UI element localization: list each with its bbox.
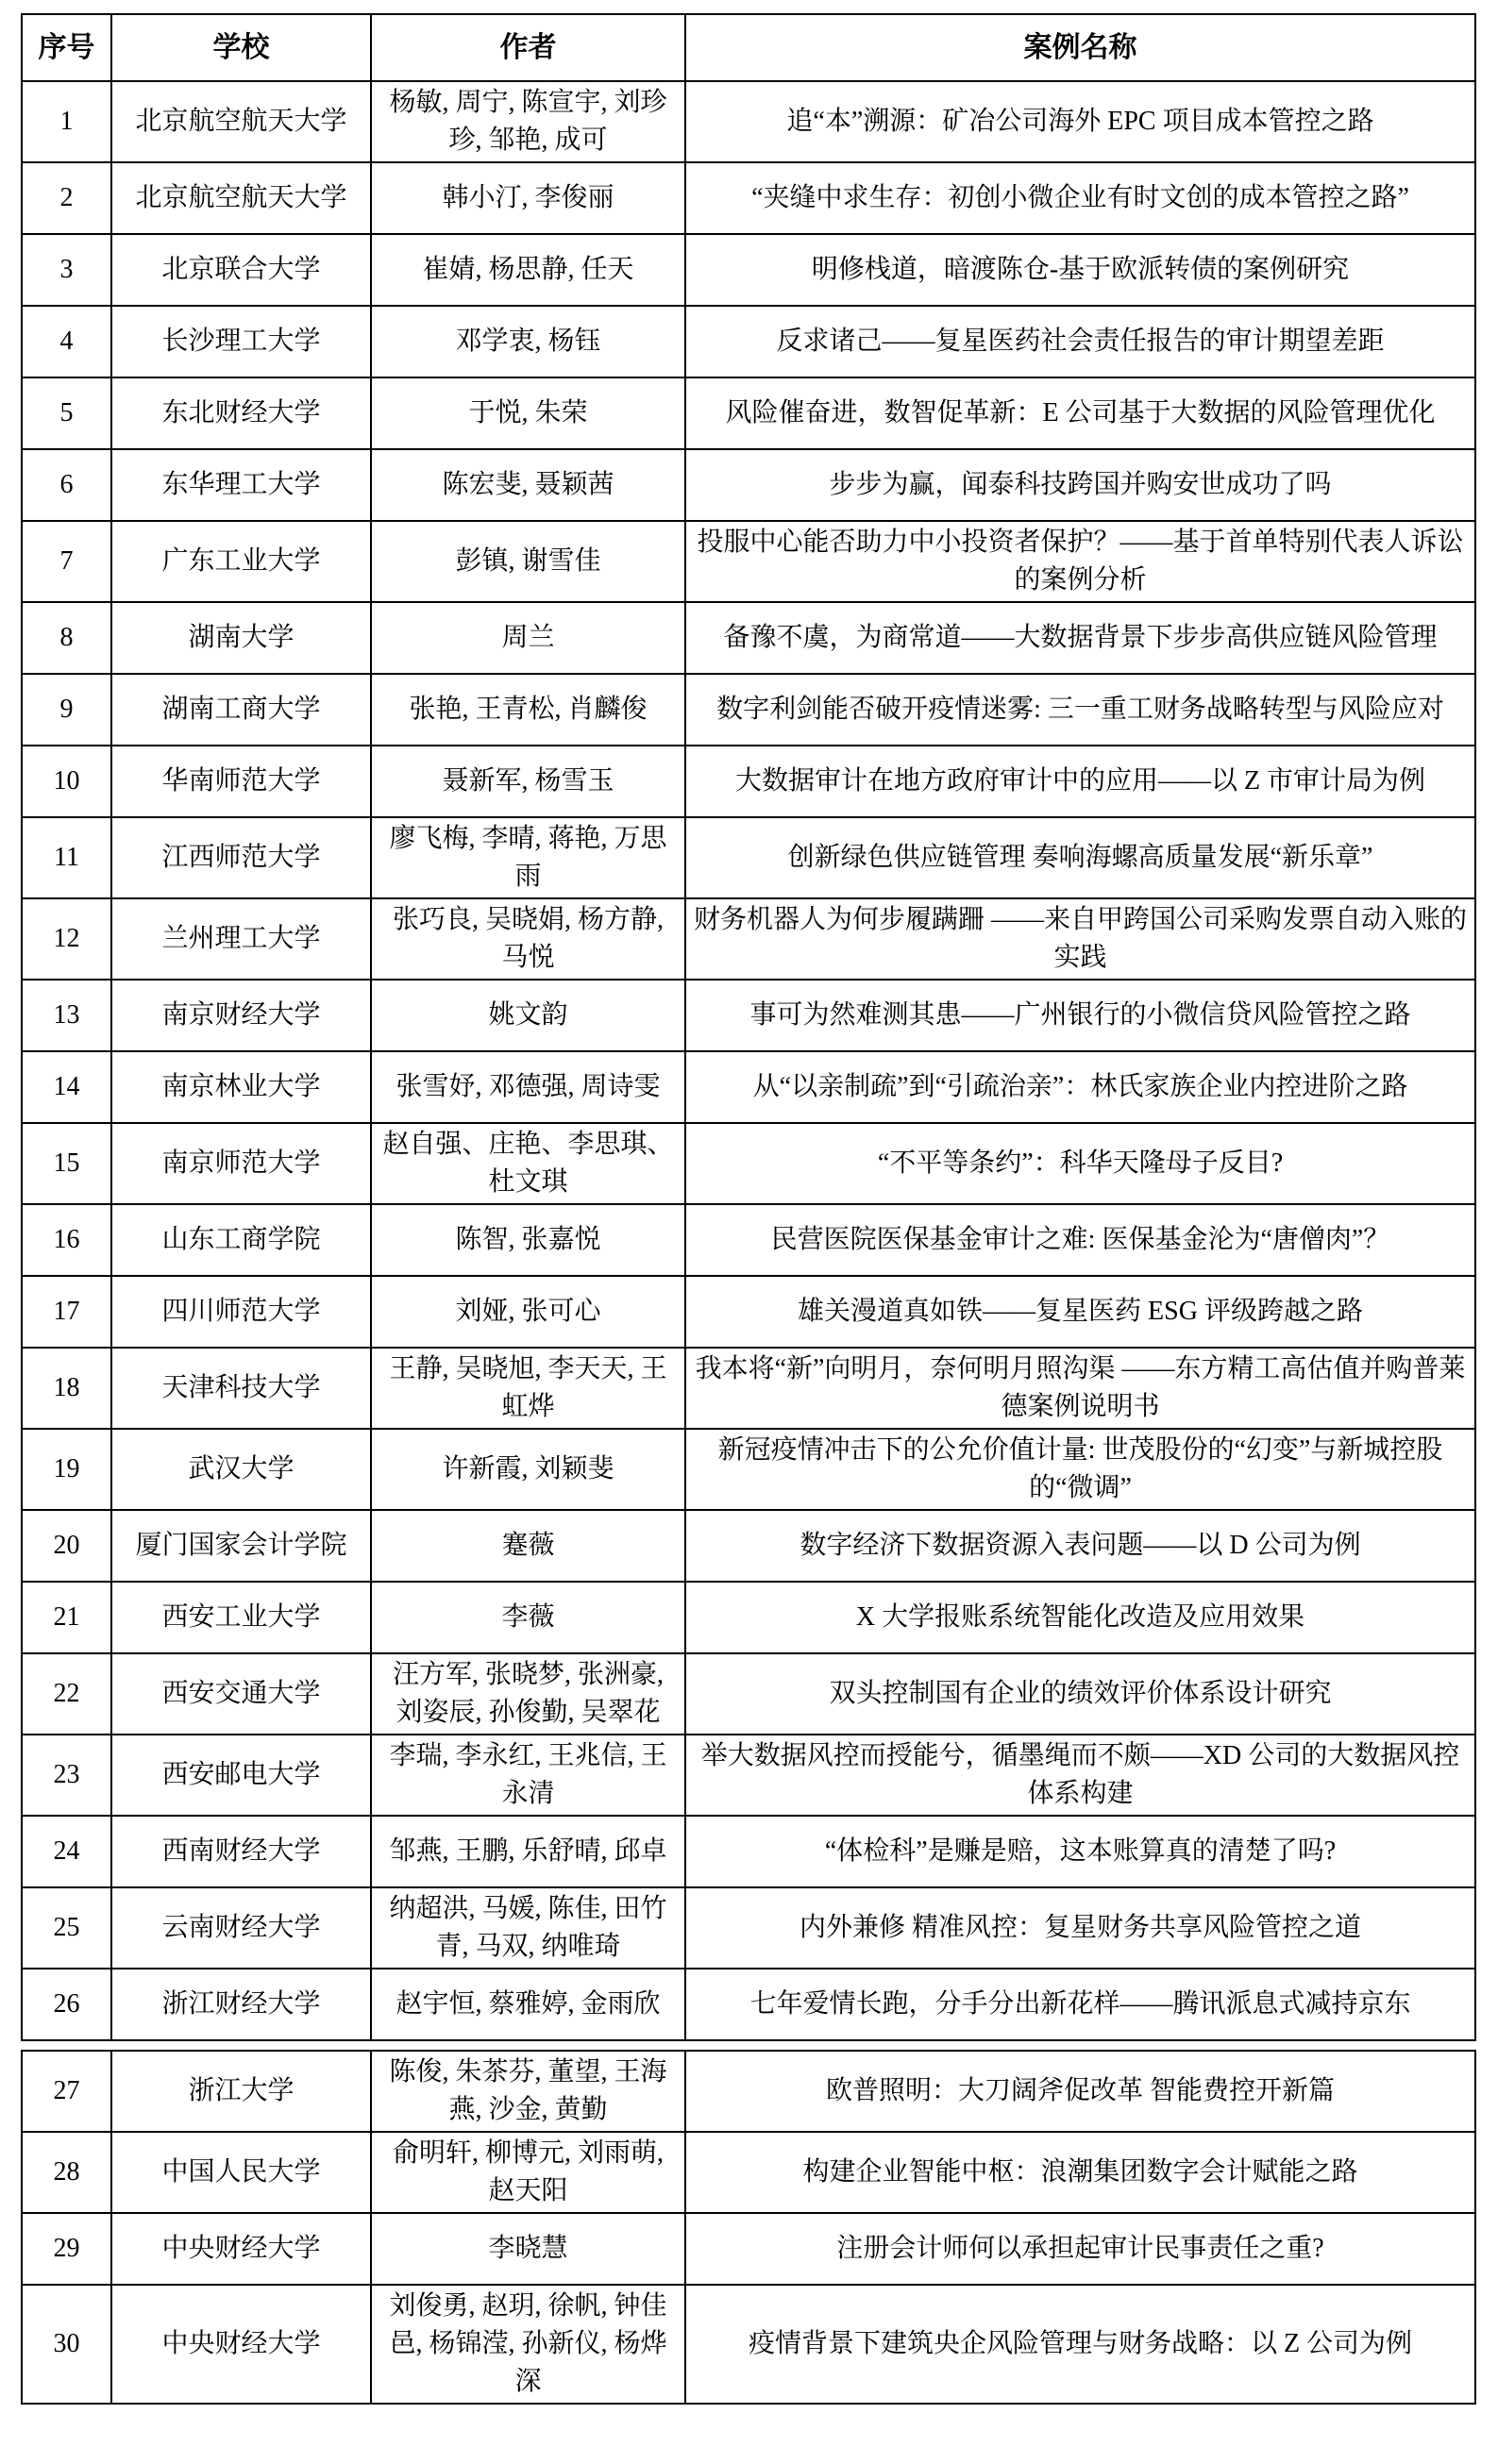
cell-school: 华南师范大学 xyxy=(111,746,371,817)
cell-authors: 张雪妤, 邓德强, 周诗雯 xyxy=(371,1051,685,1123)
cell-no: 26 xyxy=(22,1969,111,2040)
table-row xyxy=(22,2213,1475,2285)
cell-authors: 刘娅, 张可心 xyxy=(371,1276,685,1348)
cell-case-title: 创新绿色供应链管理 奏响海螺高质量发展“新乐章” xyxy=(685,817,1475,898)
cell-no: 24 xyxy=(22,1816,111,1887)
cell-school: 西安交通大学 xyxy=(111,1653,371,1735)
cell-case-title: “夹缝中求生存：初创小微企业有时文创的成本管控之路” xyxy=(685,162,1475,234)
cell-case-title: 内外兼修 精准风控：复星财务共享风险管控之道 xyxy=(685,1887,1475,1969)
cell-case-title: 注册会计师何以承担起审计民事责任之重? xyxy=(685,2213,1475,2285)
table-row xyxy=(22,377,1475,449)
table-row xyxy=(22,2132,1475,2213)
cell-school: 厦门国家会计学院 xyxy=(111,1510,371,1582)
cell-school: 北京航空航天大学 xyxy=(111,81,371,162)
cell-case-title: 民营医院医保基金审计之难: 医保基金沦为“唐僧肉”？ xyxy=(685,1204,1475,1276)
table-row xyxy=(22,674,1475,746)
cell-authors: 许新霞, 刘颖斐 xyxy=(371,1429,685,1510)
cell-authors: 李薇 xyxy=(371,1582,685,1653)
cell-case-title: 备豫不虞，为商常道——大数据背景下步步高供应链风险管理 xyxy=(685,602,1475,674)
cell-no: 21 xyxy=(22,1582,111,1653)
cell-authors: 陈宏斐, 聂颖茜 xyxy=(371,449,685,521)
cell-no: 2 xyxy=(22,162,111,234)
table-row xyxy=(22,306,1475,377)
cell-authors: 王静, 吴晓旭, 李天天, 王虹烨 xyxy=(371,1348,685,1429)
table-row xyxy=(22,1816,1475,1887)
table-row xyxy=(22,234,1475,306)
cell-no: 12 xyxy=(22,898,111,980)
cell-case-title: 明修栈道，暗渡陈仓-基于欧派转债的案例研究 xyxy=(685,234,1475,306)
cell-school: 南京财经大学 xyxy=(111,980,371,1051)
cell-case-title: 双头控制国有企业的绩效评价体系设计研究 xyxy=(685,1653,1475,1735)
cell-case-title: 事可为然难测其患——广州银行的小微信贷风险管控之路 xyxy=(685,980,1475,1051)
cell-case-title: “体检科”是赚是赔，这本账算真的清楚了吗? xyxy=(685,1816,1475,1887)
cell-case-title: 步步为赢，闻泰科技跨国并购安世成功了吗 xyxy=(685,449,1475,521)
cell-case-title: 投服中心能否助力中小投资者保护？——基于首单特别代表人诉讼的案例分析 xyxy=(685,521,1475,602)
cell-authors: 张艳, 王青松, 肖麟俊 xyxy=(371,674,685,746)
cell-authors: 陈俊, 朱茶芬, 董望, 王海燕, 沙金, 黄勤 xyxy=(371,2051,685,2132)
cell-authors: 纳超洪, 马媛, 陈佳, 田竹青, 马双, 纳唯琦 xyxy=(371,1887,685,1969)
cell-school: 西安工业大学 xyxy=(111,1582,371,1653)
cell-school: 云南财经大学 xyxy=(111,1887,371,1969)
column-header-authors: 作者 xyxy=(371,14,685,81)
cell-case-title: 疫情背景下建筑央企风险管理与财务战略：以 Z 公司为例 xyxy=(685,2285,1475,2404)
cell-school: 武汉大学 xyxy=(111,1429,371,1510)
case-list-table-part2 xyxy=(21,2050,1476,2405)
table-row xyxy=(22,2285,1475,2404)
cell-case-title: 大数据审计在地方政府审计中的应用——以 Z 市审计局为例 xyxy=(685,746,1475,817)
cell-case-title: 数字经济下数据资源入表问题——以 D 公司为例 xyxy=(685,1510,1475,1582)
cell-no: 22 xyxy=(22,1653,111,1735)
cell-no: 27 xyxy=(22,2051,111,2132)
cell-authors: 廖飞梅, 李晴, 蒋艳, 万思雨 xyxy=(371,817,685,898)
cell-authors: 邹燕, 王鹏, 乐舒晴, 邱卓 xyxy=(371,1816,685,1887)
cell-no: 29 xyxy=(22,2213,111,2285)
table-row xyxy=(22,521,1475,602)
column-header-title: 案例名称 xyxy=(685,14,1475,81)
cell-school: 中央财经大学 xyxy=(111,2213,371,2285)
cell-no: 3 xyxy=(22,234,111,306)
cell-school: 北京航空航天大学 xyxy=(111,162,371,234)
cell-school: 东北财经大学 xyxy=(111,377,371,449)
table-row xyxy=(22,1735,1475,1816)
table-row xyxy=(22,1510,1475,1582)
cell-no: 8 xyxy=(22,602,111,674)
cell-authors: 邓学衷, 杨钰 xyxy=(371,306,685,377)
cell-school: 东华理工大学 xyxy=(111,449,371,521)
table-row xyxy=(22,1653,1475,1735)
table-row xyxy=(22,449,1475,521)
cell-school: 湖南大学 xyxy=(111,602,371,674)
cell-no: 23 xyxy=(22,1735,111,1816)
cell-no: 19 xyxy=(22,1429,111,1510)
cell-authors: 刘俊勇, 赵玥, 徐帆, 钟佳邑, 杨锦滢, 孙新仪, 杨烨深 xyxy=(371,2285,685,2404)
cell-case-title: 七年爱情长跑，分手分出新花样——腾讯派息式减持京东 xyxy=(685,1969,1475,2040)
cell-school: 江西师范大学 xyxy=(111,817,371,898)
cell-authors: 张巧良, 吴晓娟, 杨方静, 马悦 xyxy=(371,898,685,980)
cell-case-title: 数字利剑能否破开疫情迷雾: 三一重工财务战略转型与风险应对 xyxy=(685,674,1475,746)
cell-no: 7 xyxy=(22,521,111,602)
table-row xyxy=(22,1887,1475,1969)
cell-school: 四川师范大学 xyxy=(111,1276,371,1348)
cell-authors: 彭镇, 谢雪佳 xyxy=(371,521,685,602)
cell-case-title: 从“以亲制疏”到“引疏治亲”：林氏家族企业内控进阶之路 xyxy=(685,1051,1475,1123)
cell-authors: 周兰 xyxy=(371,602,685,674)
cell-no: 16 xyxy=(22,1204,111,1276)
cell-case-title: 雄关漫道真如铁——复星医药 ESG 评级跨越之路 xyxy=(685,1276,1475,1348)
cell-school: 浙江财经大学 xyxy=(111,1969,371,2040)
table-row xyxy=(22,1051,1475,1123)
cell-authors: 俞明轩, 柳博元, 刘雨萌, 赵天阳 xyxy=(371,2132,685,2213)
cell-school: 西南财经大学 xyxy=(111,1816,371,1887)
cell-case-title: 反求诸己——复星医药社会责任报告的审计期望差距 xyxy=(685,306,1475,377)
cell-case-title: 新冠疫情冲击下的公允价值计量: 世茂股份的“幻变”与新城控股的“微调” xyxy=(685,1429,1475,1510)
cell-no: 30 xyxy=(22,2285,111,2404)
cell-case-title: 构建企业智能中枢：浪潮集团数字会计赋能之路 xyxy=(685,2132,1475,2213)
cell-no: 5 xyxy=(22,377,111,449)
table-row xyxy=(22,980,1475,1051)
cell-case-title: 举大数据风控而授能兮，循墨绳而不颇——XD 公司的大数据风控体系构建 xyxy=(685,1735,1475,1816)
cell-case-title: 欧普照明：大刀阔斧促改革 智能费控开新篇 xyxy=(685,2051,1475,2132)
cell-authors: 陈智, 张嘉悦 xyxy=(371,1204,685,1276)
table-header xyxy=(22,14,1475,81)
cell-school: 中央财经大学 xyxy=(111,2285,371,2404)
cell-case-title: 追“本”溯源：矿冶公司海外 EPC 项目成本管控之路 xyxy=(685,81,1475,162)
cell-no: 9 xyxy=(22,674,111,746)
cell-no: 4 xyxy=(22,306,111,377)
table-row xyxy=(22,602,1475,674)
column-header-school: 学校 xyxy=(111,14,371,81)
header-row xyxy=(22,14,1475,81)
table-row xyxy=(22,1123,1475,1204)
cell-authors: 李晓慧 xyxy=(371,2213,685,2285)
cell-authors: 姚文韵 xyxy=(371,980,685,1051)
cell-no: 28 xyxy=(22,2132,111,2213)
cell-no: 15 xyxy=(22,1123,111,1204)
cell-authors: 赵宇恒, 蔡雅婷, 金雨欣 xyxy=(371,1969,685,2040)
column-header-no: 序号 xyxy=(22,14,111,81)
table-row xyxy=(22,1969,1475,2040)
table-row xyxy=(22,1582,1475,1653)
cell-authors: 汪方军, 张晓梦, 张洲豪, 刘姿辰, 孙俊勤, 吴翠花 xyxy=(371,1653,685,1735)
table-row xyxy=(22,898,1475,980)
cell-school: 湖南工商大学 xyxy=(111,674,371,746)
cell-authors: 赵自强、庄艳、李思琪、杜文琪 xyxy=(371,1123,685,1204)
cell-case-title: X 大学报账系统智能化改造及应用效果 xyxy=(685,1582,1475,1653)
cell-school: 天津科技大学 xyxy=(111,1348,371,1429)
cell-case-title: 我本将“新”向明月，奈何明月照沟渠 ——东方精工高估值并购普莱德案例说明书 xyxy=(685,1348,1475,1429)
cell-school: 浙江大学 xyxy=(111,2051,371,2132)
table-row xyxy=(22,817,1475,898)
cell-school: 山东工商学院 xyxy=(111,1204,371,1276)
cell-school: 长沙理工大学 xyxy=(111,306,371,377)
cell-authors: 李瑞, 李永红, 王兆信, 王永清 xyxy=(371,1735,685,1816)
cell-no: 1 xyxy=(22,81,111,162)
cell-school: 北京联合大学 xyxy=(111,234,371,306)
cell-authors: 韩小汀, 李俊丽 xyxy=(371,162,685,234)
cell-case-title: 风险催奋进，数智促革新：E 公司基于大数据的风险管理优化 xyxy=(685,377,1475,449)
cell-authors: 于悦, 朱荣 xyxy=(371,377,685,449)
cell-school: 南京林业大学 xyxy=(111,1051,371,1123)
cell-authors: 崔婧, 杨思静, 任天 xyxy=(371,234,685,306)
cell-case-title: 财务机器人为何步履蹒跚 ——来自甲跨国公司采购发票自动入账的实践 xyxy=(685,898,1475,980)
table-row xyxy=(22,2051,1475,2132)
cell-school: 中国人民大学 xyxy=(111,2132,371,2213)
cell-case-title: “不平等条约”：科华天隆母子反目? xyxy=(685,1123,1475,1204)
cell-authors: 聂新军, 杨雪玉 xyxy=(371,746,685,817)
table-row xyxy=(22,1204,1475,1276)
cell-no: 18 xyxy=(22,1348,111,1429)
cell-authors: 蹇薇 xyxy=(371,1510,685,1582)
cell-school: 兰州理工大学 xyxy=(111,898,371,980)
case-list-table-part1 xyxy=(21,13,1476,2041)
cell-no: 10 xyxy=(22,746,111,817)
cell-school: 南京师范大学 xyxy=(111,1123,371,1204)
cell-no: 14 xyxy=(22,1051,111,1123)
table-row xyxy=(22,746,1475,817)
cell-authors: 杨敏, 周宁, 陈宣宇, 刘珍珍, 邹艳, 成可 xyxy=(371,81,685,162)
cell-no: 11 xyxy=(22,817,111,898)
table-row xyxy=(22,1348,1475,1429)
cell-no: 17 xyxy=(22,1276,111,1348)
cell-school: 西安邮电大学 xyxy=(111,1735,371,1816)
table-row xyxy=(22,1429,1475,1510)
cell-no: 20 xyxy=(22,1510,111,1582)
cell-school: 广东工业大学 xyxy=(111,521,371,602)
table-row xyxy=(22,81,1475,162)
cell-no: 25 xyxy=(22,1887,111,1969)
table-row xyxy=(22,1276,1475,1348)
cell-no: 13 xyxy=(22,980,111,1051)
cell-no: 6 xyxy=(22,449,111,521)
table-row xyxy=(22,162,1475,234)
